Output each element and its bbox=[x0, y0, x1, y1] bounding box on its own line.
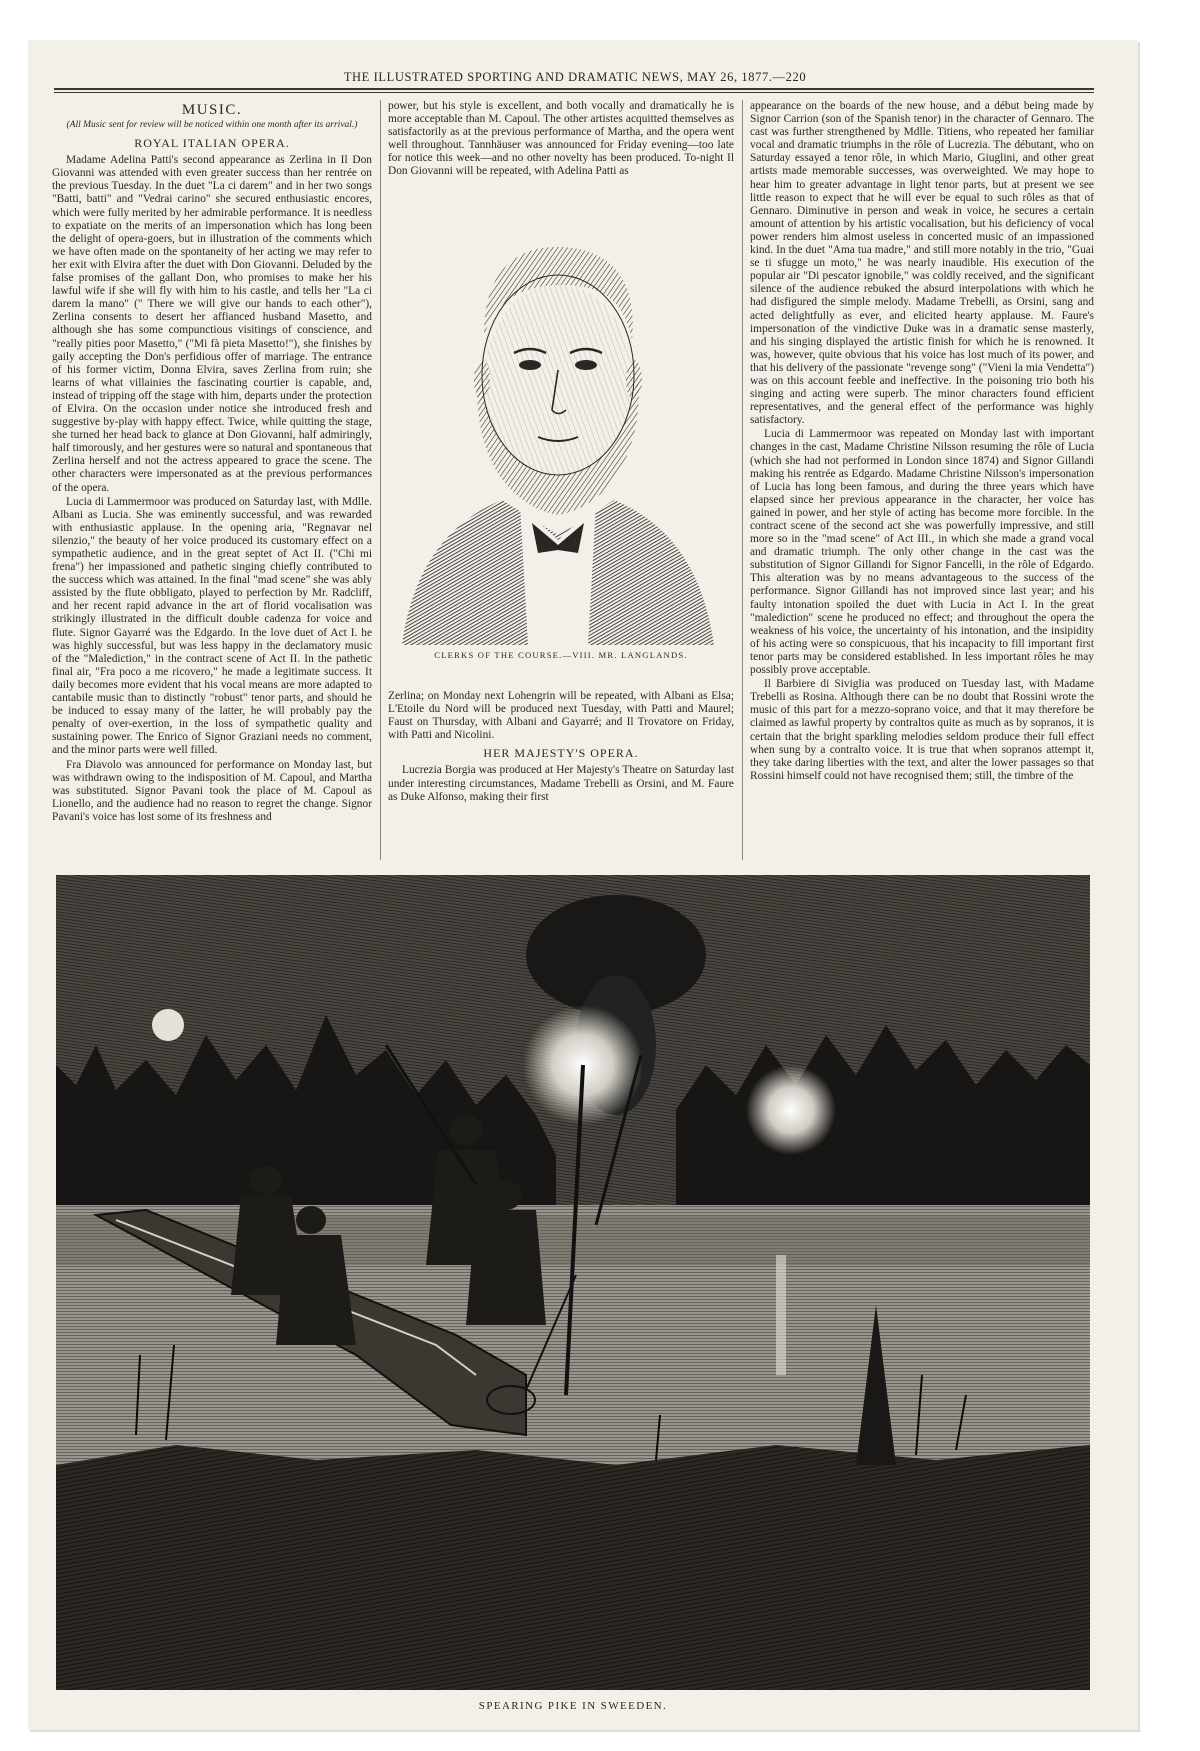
section-title-royal-italian-opera: ROYAL ITALIAN OPERA. bbox=[134, 136, 290, 151]
article-paragraph: Lucrezia Borgia was produced at Her Majesty's Theatre on Saturday last under interesting circumstances, Madame Trebelli as Orsini, and M. Faure as Duke Alfonso, making their first bbox=[388, 764, 734, 803]
portrait-caption: CLERKS OF THE COURSE.—VIII. MR. LANGLANDS. bbox=[434, 650, 688, 660]
engraving-caption: SPEARING PIKE IN SWEEDEN. bbox=[478, 1700, 668, 1712]
article-paragraph: Zerlina; on Monday next Lohengrin will be repeated, with Albani as Elsa; L'Etoile du Nord will be produced next Tuesday, with Patti and Maurel; Faust on Thursday, with Albani and Gayarré; and Il Trovatore on Friday, with Patti and Nicolini. bbox=[388, 690, 734, 742]
article-paragraph: Fra Diavolo was announced for performance on Monday last, but was withdrawn owing to the indisposition of M. Capoul, and Martha was substituted. Signor Pavani took the place of M. Capoul as Lionello, and the audience had no reason to regret the change. Signor Pavani's voice has lost some of its freshness and bbox=[52, 758, 372, 823]
review-note: (All Music sent for review will be noticed within one month after its arrival.) bbox=[66, 120, 358, 131]
column-divider bbox=[380, 100, 381, 860]
column-3 bbox=[750, 100, 1094, 860]
article-paragraph: Il Barbiere di Siviglia was produced on Tuesday last, with Madame Trebelli as Rosina. Although there can be no doubt that Rossini wrote the music of this part for a mezzo-soprano voice, and that it may therefore be claimed as lawful property by contraltos quite as much as by sopranos, it is certain that the bright sparkling melodies seldom produce their full effect when sung by a contralto voice. It is true that when sopranos attempt it, they take daring liberties with the text, and alter the lower passages so that Rossini himself could not have recognised them; still, the timbre of the bbox=[750, 678, 1094, 782]
column-2-upper bbox=[388, 100, 734, 200]
article-paragraph: Madame Adelina Patti's second appearance as Zerlina in Il Don Giovanni was attended with even greater success than her rentrée on the previous Tuesday. In the duet "La ci darem" and in her two songs "Batti, batti" and "Vedrai carino" she secured enthusiastic encores, which were fully merited by her admirable performance. It is needless to expatiate on the merits of an impersonation which has long been the delight of opera-goers, but in illustration of the comments which we have often made on the spontaneity of her acting we may refer to her exit with Elvira after the duet with Don Giovanni. Deluded by the false promises of the gallant Don, who promises to make her his lawful wife if she will fly with him to his castle, and tells her "La ci darem la mano" (" There we will give our hands to each other"), Zerlina consents to desert her affianced husband Masetto, and although she has some compunctious visitings of conscience, and "really pities poor Masetto," ("Mi fà pieta Masetto!"), she finishes by gaily accepting the Don's perfidious offer of marriage. The entrance of his former victim, Donna Elvira, saves Zerlina from ruin; she learns of what villainies the fascinating courtier is capable, and, instead of tripping off the stage with him, departs under the protection of Elvira. On the occasion under notice she introduced fresh and suggestive by-play with happy effect. Twice, while quitting the stage, she turned her head back to glance at Don Giovanni, half admiringly, half timorously, and her gestures were so natural and spontaneous that Zerlina herself and not the actress appeared to grace the scene. The other characters were impersonated as at the previous performances of the opera. bbox=[52, 154, 372, 494]
article-paragraph: appearance on the boards of the new house, and a début being made by Signor Carrion (son of the Spanish tenor) in the character of Gennaro. The cast was further strengthened by Mdlle. Titiens, who repeated her familiar vocal and dramatic triumphs in the rôle of Lucrezia. The débutant, who on Saturday essayed a tenor rôle, in which Mario, Giuglini, and other great artists made memorable successes, was overweighted. We may hope to hear him to greater advantage in light tenor parts, but at present we see little reason to expect that he will ever be equal to such rôles as that of Gennaro. Diminutive in person and weak in voice, he secures a certain amount of attention by his artistic vocalisation, but his deficiency of vocal power renders him almost useless in concerted music of an impassioned kind. In the duet "Ama tua madre," and still more notably in the trio, "Guai se ti sfugge un moto," he was nearly inaudible. His execution of the popular air "Di pescator ignobile," was coldly received, and the significant silence of the audience rebuked the absurd interpolations with which he had disfigured the simple melody. Madame Trebelli, as Orsini, sang and acted delightfully as ever, and elicited hearty applause. M. Faure's impersonation of the vindictive Duke was in a dramatic sense masterly, and his singing displayed the artistic finish for which he is renowned. It was, however, quite obvious that his voice has lost much of its power, and that his delivery of the passionate "revenge song" ("Vieni la mia Vendetta") was on this account feeble and ineffective. In the poisoning trio both his singing and acting were superb. The minor characters found efficient representatives, and the general effect of the performance was highly satisfactory. bbox=[750, 100, 1094, 427]
column-2-lower bbox=[388, 690, 734, 804]
article-paragraph: power, but his style is excellent, and both vocally and dramatically he is more acceptable than M. Capoul. The other artistes acquitted themselves as satisfactorily as at the previous performance of Martha, and the opera went well throughout. Tannhäuser was announced for Friday evening—too late for notice this week—and no other novelty has been produced. To-night Il Don Giovanni will be repeated, with Adelina Patti as bbox=[388, 100, 734, 178]
masthead-rule-thin bbox=[54, 92, 1094, 93]
spearing-pike-engraving bbox=[56, 875, 1090, 1690]
column-divider bbox=[742, 100, 743, 860]
column-1 bbox=[52, 100, 372, 860]
masthead: THE ILLUSTRATED SPORTING AND DRAMATIC NEWS, MAY 26, 1877.—220 bbox=[343, 70, 807, 84]
article-paragraph: Lucia di Lammermoor was repeated on Monday last with important changes in the cast, Madame Christine Nilsson resuming the rôle of Lucia (which she had not performed in London since 1874) and Signor Gillandi making his rentrée as Edgardo. Madame Christine Nilsson's impersonation of Lucia has long been famous, and during the three years which have elapsed since her previous appearance in the character, her voice has gained in power, and her style of acting has become more forcible. In the contract scene of the second act she was powerfully impressive, and still more so in the "mad scene" of Act III., in which she made a grand vocal and dramatic triumph. The only other change in the cast was the substitution of Signor Gillandi for Signor Fancelli, in the rôle of Edgardo. This alteration was by no means advantageous to the success of the performance. Signor Gillandi has not improved since last year; and his faulty intonation spoiled the duet with Lucia in Act I. In the great "malediction" scene he produced no effect; and throughout the opera the weakness of his voice, the uncertainty of his intonation, and the insipidity of his acting were so conspicuous, that his incapacity to fill important first tenor parts may be considered established. In less important rôles he may possibly prove acceptable. bbox=[750, 428, 1094, 677]
portrait-engraving bbox=[392, 205, 724, 645]
section-title-her-majestys-opera: HER MAJESTY'S OPERA. bbox=[483, 746, 639, 761]
section-title-music: MUSIC. bbox=[181, 102, 243, 118]
masthead-rule bbox=[54, 88, 1094, 90]
article-paragraph: Lucia di Lammermoor was produced on Saturday last, with Mdlle. Albani as Lucia. She was eminently successful, and was rewarded with enthusiastic applause. In the opening aria, "Regnavar nel silenzio," the beauty of her voice produced its customary effect on a sympathetic audience, and in the great septet of Act II. ("Chi mi frena") her impassioned and pathetic singing chiefly contributed to the success which was attained. In the final "mad scene" she was ably assisted by the flute obbligato, played to perfection by Mr. Radcliff, and her recent rapid advance in the art of florid vocalisation was strikingly illustrated in the difficult double cadenza for voice and flute. Signor Gayarré was the Edgardo. In the love duet of Act I. he was highly successful, but was less happy in the declamatory music of the "Malediction," in the contract scene of Act II. In the pathetic final air, "Fra poco a me ricovero," he made a legitimate success. It daily becomes more evident that his vocal means are more adapted to cantabile music than to distinctly "robust" tenor parts, and should he be induced to essay many of the latter, he will probably pay the penalty of over-exertion, in the loss of sympathetic quality and sustaining power. The Enrico of Signor Graziani needs no comment, and the minor parts were well filled. bbox=[52, 495, 372, 757]
